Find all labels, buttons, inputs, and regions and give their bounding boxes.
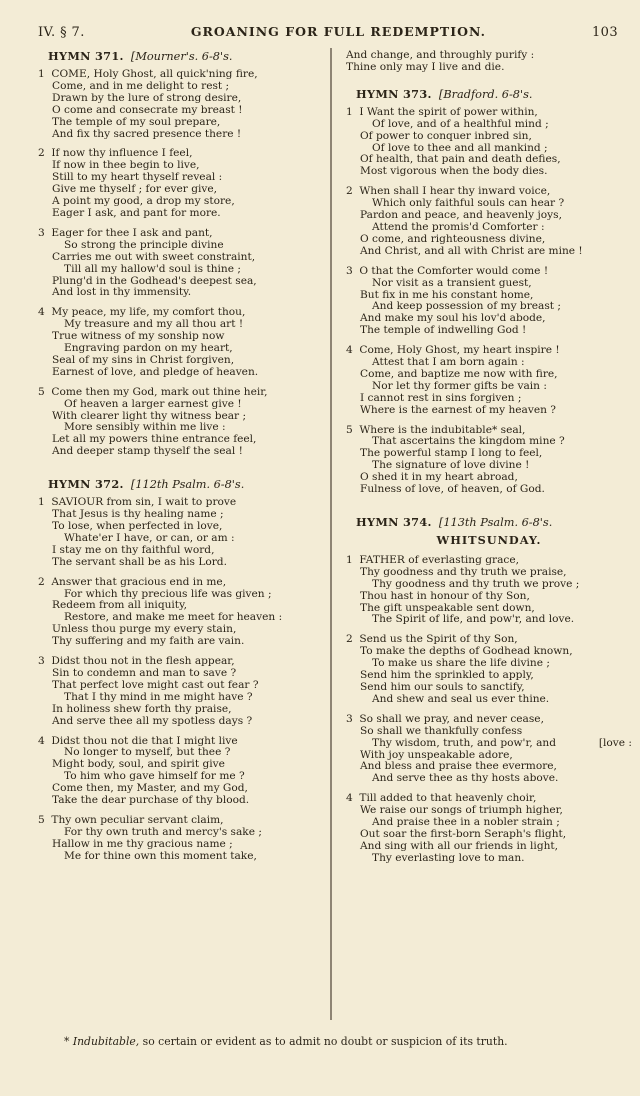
- verse-line: Of health, that pain and death defies,: [360, 154, 561, 166]
- verse: [38, 577, 324, 648]
- verse-line: SAVIOUR from sin, I wait to prove: [51, 497, 237, 509]
- verse-line: Fulness of love, of heaven, of God.: [360, 484, 545, 496]
- hymn-number: HYMN 371.: [48, 49, 124, 63]
- verse-line: We raise our songs of triumph higher,: [360, 805, 563, 817]
- verse-line: Attend the promis'd Comforter :: [372, 221, 545, 233]
- verse-line: Sin to condemn and man to save ?: [52, 667, 237, 679]
- verse-line: Till all my hallow'd soul is thine ;: [64, 263, 241, 275]
- verse-line: Me for thine own this moment take,: [64, 850, 257, 862]
- verse-number: 5: [346, 424, 353, 436]
- hymn-heading: [38, 50, 324, 63]
- verse-number: 5: [38, 386, 45, 398]
- verse-line: Come, and baptize me now with fire,: [360, 368, 558, 380]
- verse-line: Give me thyself ; for ever give,: [52, 184, 218, 196]
- verse-number: 2: [38, 148, 45, 160]
- hymn-373: [346, 88, 632, 496]
- verse-line: If now in thee begin to live,: [52, 160, 200, 172]
- verse-line: Which only faithful souls can hear ?: [372, 198, 565, 210]
- verse: [346, 555, 632, 626]
- verse-line: Thy goodness and thy truth we prove ;: [372, 578, 580, 590]
- hymn-tune: [Bradford. 6-8's.: [438, 87, 533, 101]
- verse-line: Of heaven a larger earnest give !: [64, 398, 242, 410]
- footnote: [64, 1035, 624, 1048]
- verse-line: To make us share the life divine ;: [372, 658, 550, 670]
- verse-line: The signature of love divine !: [372, 460, 530, 472]
- verse: [346, 714, 632, 785]
- verse: [38, 148, 324, 219]
- verse-line: My peace, my life, my comfort thou,: [51, 307, 246, 319]
- hymn-number: HYMN 372.: [48, 477, 124, 492]
- hymn-heading: [38, 478, 324, 491]
- verse: [346, 425, 632, 496]
- verse-line: And change, and throughly purify :: [346, 50, 535, 61]
- verse-line: That Jesus is thy healing name ;: [52, 509, 224, 521]
- verse-number: 1: [346, 554, 353, 566]
- verse-line: Restore, and make me meet for heaven :: [64, 612, 283, 624]
- occasion-title: WHITSUNDAY.: [436, 533, 542, 547]
- verse-line: Let all my powers thine entrance feel,: [52, 434, 257, 446]
- verse-number: 4: [38, 307, 45, 319]
- verse-line: That ascertains the kingdom mine ?: [372, 436, 565, 448]
- verse-line: If now thy influence I feel,: [51, 148, 193, 160]
- verse-line: Thou hast in honour of thy Son,: [360, 590, 530, 602]
- verse-line: I cannot rest in sins forgiven ;: [360, 392, 522, 404]
- verse-line: Most vigorous when the body dies.: [360, 166, 548, 178]
- verse-line: Redeem from all iniquity,: [52, 600, 188, 612]
- hymn-heading: [346, 88, 632, 101]
- verse-line: Of love, and of a healthful mind ;: [372, 118, 549, 130]
- verse-line: To lose, when perfected in love,: [52, 521, 223, 532]
- verse: [346, 345, 632, 416]
- verse-line: And Christ, and all with Christ are mine !: [360, 245, 583, 257]
- verse-line: I stay me on thy faithful word,: [52, 544, 215, 556]
- verse-line: And sing with all our friends in light,: [360, 840, 559, 852]
- verse-line: The servant shall be as his Lord.: [52, 556, 227, 568]
- verse-line: Drawn by the lure of strong desire,: [52, 92, 242, 104]
- verse-line: Till added to that heavenly choir,: [359, 793, 537, 805]
- verse: [346, 186, 632, 257]
- section-mark: IV. § 7.: [38, 25, 85, 40]
- verse-number: 1: [346, 106, 353, 118]
- verse-line: Plung'd in the Godhead's deepest sea,: [52, 275, 257, 287]
- verse: [38, 497, 324, 568]
- verse-line: Eager for thee I ask and pant,: [51, 227, 213, 239]
- verse-line: Thy goodness and thy truth we praise,: [360, 566, 567, 578]
- verse-number: 1: [38, 497, 45, 509]
- verse-line: Didst thou not die that I might live: [51, 735, 238, 747]
- verse-line: But fix in me his constant home,: [360, 289, 534, 301]
- verse-line: O come and consecrate my breast !: [52, 104, 243, 116]
- verse: [38, 656, 324, 727]
- verse-line: With clearer light thy witness bear ;: [52, 410, 247, 422]
- verse-line: Hallow in me thy gracious name ;: [52, 838, 233, 850]
- verse-line: Might body, soul, and spirit give: [52, 759, 225, 771]
- verse-line: To him who gave himself for me ?: [64, 771, 245, 783]
- page-number: 103: [591, 25, 618, 40]
- verse-continuation: [346, 50, 632, 74]
- verse-line: Where is the indubitable* seal,: [359, 424, 526, 436]
- verse-line: And bless and praise thee evermore,: [360, 761, 557, 773]
- verse-line: That I thy mind in me might have ?: [64, 691, 253, 703]
- right-column: [346, 50, 632, 885]
- verse-line: A point my good, a drop my store,: [52, 196, 235, 208]
- verse-number: 2: [346, 186, 353, 198]
- verse-number: 4: [346, 345, 353, 357]
- verse: [346, 107, 632, 178]
- verse-line: And lost in thy immensity.: [52, 287, 192, 299]
- verse: [346, 266, 632, 337]
- running-title: GROANING FOR FULL REDEMPTION.: [190, 24, 486, 39]
- hymn-tune: [Mourner's. 6-8's.: [130, 50, 233, 63]
- verse-number: 4: [38, 735, 45, 747]
- verse: [346, 793, 632, 864]
- verse-number: 3: [346, 713, 353, 725]
- verse: [38, 69, 324, 140]
- verse-line: No longer to myself, but thee ?: [64, 747, 231, 759]
- verse-number: 2: [38, 576, 45, 588]
- verse-line: To make the depths of Godhead known,: [360, 646, 573, 658]
- verse-line: So strong the principle divine: [64, 239, 224, 251]
- verse-line: My treasure and my all thou art !: [64, 319, 244, 331]
- verse-number: 3: [346, 265, 353, 277]
- verse-line: Nor visit as a transient guest,: [372, 277, 532, 289]
- verse-line: So shall we thankfully confess: [360, 725, 523, 737]
- column-divider: [330, 48, 332, 1020]
- verse-number: 5: [38, 814, 45, 826]
- verse-line: And praise thee in a nobler strain ;: [372, 817, 560, 829]
- verse: [38, 387, 324, 458]
- verse-line: So shall we pray, and never cease,: [359, 713, 544, 725]
- verse-line: I Want the spirit of power within,: [359, 106, 538, 118]
- footnote-term: * Indubitable,: [64, 1035, 140, 1048]
- verse-line: Carries me out with sweet constraint,: [52, 251, 256, 263]
- hymn-371: [38, 50, 324, 458]
- verse-line: For thy own truth and mercy's sake ;: [64, 826, 262, 838]
- verse-line: The temple of my soul prepare,: [52, 116, 221, 128]
- verse-line: Thy suffering and my faith are vain.: [52, 636, 245, 648]
- verse-line: Come, and in me delight to rest ;: [52, 80, 230, 92]
- verse-line: The powerful stamp I long to feel,: [360, 448, 543, 460]
- verse-number: 1: [38, 69, 45, 80]
- verse-line: Take the dear purchase of thy blood.: [52, 795, 250, 807]
- verse-line: FATHER of everlasting grace,: [359, 554, 519, 566]
- verse-line: The gift unspeakable sent down,: [360, 602, 535, 614]
- verse-line: When shall I hear thy inward voice,: [359, 186, 551, 198]
- verse: [38, 228, 324, 299]
- verse-line: And fix thy sacred presence there !: [52, 128, 242, 140]
- verse-line: Send us the Spirit of thy Son,: [359, 634, 518, 646]
- verse-line: With joy unspeakable adore,: [360, 749, 513, 761]
- footnote-text: so certain or evident as to admit no doubt or suspicion of its truth.: [139, 1035, 508, 1048]
- verse-line: Out soar the first-born Seraph's flight,: [360, 828, 567, 840]
- verse-line: Attest that I am born again :: [372, 357, 525, 369]
- verse-line: Thy everlasting love to man.: [372, 852, 525, 864]
- turnover-word: [love :: [598, 737, 632, 749]
- verse-line: In holiness shew forth thy praise,: [52, 703, 232, 715]
- verse-line: The temple of indwelling God !: [360, 325, 527, 337]
- verse-line: O that the Comforter would come !: [359, 265, 549, 277]
- verse: [38, 815, 324, 863]
- verse-line: And make my soul his lov'd abode,: [360, 313, 546, 325]
- verse: [38, 736, 324, 807]
- verse-line: And serve thee all my spotless days ?: [52, 715, 253, 727]
- verse-line: Where is the earnest of my heaven ?: [360, 404, 556, 416]
- verse-line: Thine only may I live and die.: [346, 61, 505, 73]
- hymn-tune: [112th Psalm. 6-8's.: [130, 478, 245, 492]
- verse-line: True witness of my sonship now: [52, 331, 225, 343]
- verse: [346, 634, 632, 705]
- verse-line: Still to my heart thyself reveal :: [52, 172, 223, 184]
- verse-line: And deeper stamp thyself the seal !: [52, 446, 243, 458]
- verse-line: Send him our souls to sanctify,: [360, 681, 525, 693]
- verse-line: Of power to conquer inbred sin,: [360, 130, 532, 142]
- hymn-number: HYMN 374.: [356, 515, 432, 529]
- verse: [38, 307, 324, 378]
- verse-line: Seal of my sins in Christ forgiven,: [52, 354, 235, 366]
- hymn-372: [38, 478, 324, 862]
- verse-number: 3: [38, 227, 45, 239]
- verse-line-text: Thy wisdom, truth, and pow'r, and: [372, 737, 557, 749]
- verse-line: O come, and righteousness divine,: [360, 233, 546, 245]
- verse-line: Come then, my Master, and my God,: [52, 783, 248, 795]
- verse-line: Pardon and peace, and heavenly joys,: [360, 210, 562, 222]
- verse-line: The Spirit of life, and pow'r, and love.: [372, 614, 575, 626]
- hymn-tune: [113th Psalm. 6-8's.: [438, 516, 553, 529]
- verse-line: Of love to thee and all mankind ;: [372, 142, 548, 154]
- hymn-374: [346, 516, 632, 865]
- verse-line: Didst thou not in the flesh appear,: [51, 656, 235, 668]
- verse-line: Whate'er I have, or can, or am :: [64, 532, 235, 544]
- hymn-number: HYMN 373.: [356, 86, 432, 101]
- verse-line: Engraving pardon on my heart,: [64, 343, 233, 355]
- left-column: [38, 50, 324, 883]
- verse-line: That perfect love might cast out fear ?: [52, 679, 259, 691]
- verse-line: COME, Holy Ghost, all quick'ning fire,: [51, 69, 258, 80]
- verse-line: For which thy precious life was given ;: [64, 588, 272, 600]
- verse-line: Eager I ask, and pant for more.: [52, 207, 221, 219]
- verse-line: And serve thee as thy hosts above.: [372, 773, 559, 785]
- verse-number: 4: [346, 793, 353, 805]
- verse-line: O shed it in my heart abroad,: [360, 472, 518, 484]
- verse-line: More sensibly within me live :: [64, 422, 226, 434]
- verse-number: 3: [38, 656, 45, 668]
- verse-line: And keep possession of my breast ;: [372, 301, 561, 313]
- verse-line: Unless thou purge my every stain,: [52, 624, 237, 636]
- verse-line: Answer that gracious end in me,: [51, 576, 227, 588]
- verse-line: Come, Holy Ghost, my heart inspire !: [359, 345, 560, 357]
- verse-line: Earnest of love, and pledge of heaven.: [52, 366, 259, 378]
- hymn-heading: [346, 516, 632, 529]
- verse-number: 2: [346, 634, 353, 646]
- verse-line: Nor let thy former gifts be vain :: [372, 380, 547, 392]
- verse-line: Send him the sprinkled to apply,: [360, 670, 534, 682]
- verse-line: And shew and seal us ever thine.: [372, 693, 550, 705]
- verse-line: [346, 738, 632, 750]
- verse-line: Come then my God, mark out thine heir,: [51, 386, 268, 398]
- verse-line: Thy own peculiar servant claim,: [51, 814, 224, 826]
- page-header: [38, 24, 618, 44]
